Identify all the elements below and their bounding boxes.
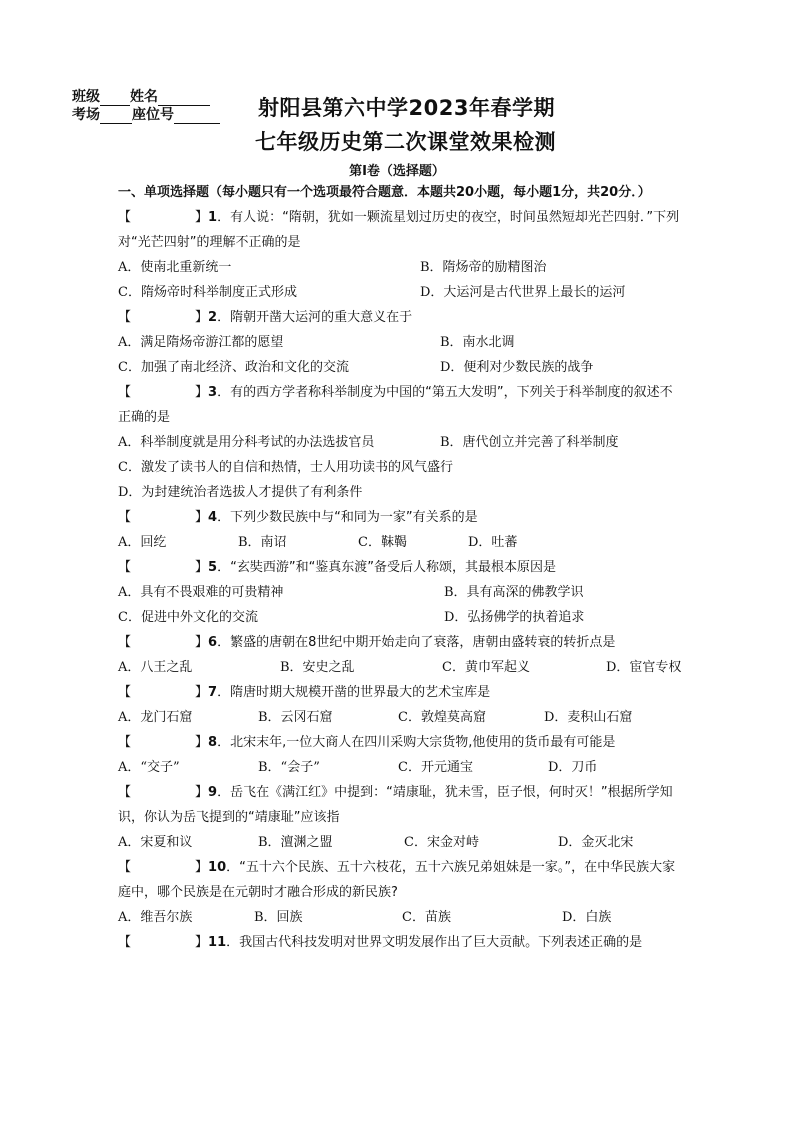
options-row (118, 705, 683, 730)
answer-bracket[interactable]: 【 】 (118, 635, 209, 650)
options-row (118, 580, 683, 605)
question-stem: “玄奘西游”和“鉴真东渡”备受后人称颂，其最根本原因是 (230, 560, 557, 575)
question-4: 【 】4．下列少数民族中与“和同为一家”有关系的是 (118, 510, 478, 525)
option-b[interactable]: B．云冈石窟 (258, 710, 333, 725)
answer-bracket[interactable]: 【 】 (118, 935, 209, 950)
option-b[interactable]: B．具有高深的佛教学识 (444, 585, 584, 600)
option-d[interactable]: D．吐蕃 (468, 535, 518, 550)
room-label: 考场 (72, 107, 100, 123)
option-b[interactable]: B．回族 (254, 910, 303, 925)
option-a[interactable]: A．科举制度就是用分科考试的办法选拔官员 (118, 435, 375, 450)
option-c[interactable]: C．宋金对峙 (404, 835, 479, 850)
option-d[interactable]: D．宦官专权 (606, 660, 682, 675)
question-5: 【 】5．“玄奘西游”和“鉴真东渡”备受后人称颂，其最根本原因是 (118, 560, 557, 575)
option-c[interactable]: C．加强了南北经济、政治和文化的交流 (118, 360, 349, 375)
question-11: 【 】11．我国古代科技发明对世界文明发展作出了巨大贡献。下列表述正确的是 (118, 935, 643, 950)
question-number: 6 (208, 635, 218, 650)
option-c[interactable]: C．隋炀帝时科举制度正式形成 (118, 285, 297, 300)
option-c[interactable]: C．促进中外文化的交流 (118, 610, 258, 625)
part-label: 第I卷（选择题） (349, 164, 445, 179)
option-b[interactable]: B．隋炀帝的励精图治 (420, 260, 547, 275)
question-1: 【 】1．有人说：“隋朝，犹如一颗流星划过历史的夜空，时间虽然短却光芒四射．”下列对“光芒四射”的理解不正确的是 (118, 210, 680, 250)
option-a[interactable]: A．龙门石窟 (118, 710, 193, 725)
answer-bracket[interactable]: 【 】 (118, 385, 209, 400)
section-title: 一、单项选择题（每小题只有一个选项最符合题意．本题共20小题，每小题1分，共20分．） (118, 185, 651, 200)
option-d[interactable]: D．大运河是古代世界上最长的运河 (420, 285, 626, 300)
options-row (118, 605, 683, 630)
question-number: 3 (208, 385, 218, 400)
option-d[interactable]: D．为封建统治者选拔人才提供了有利条件 (118, 485, 363, 500)
option-a[interactable]: A．使南北重新统一 (118, 260, 232, 275)
options-row (118, 330, 683, 355)
options-row (118, 530, 683, 555)
option-a[interactable]: A．“交子” (118, 760, 180, 775)
options-row (118, 280, 683, 305)
options-row (118, 455, 683, 480)
option-c[interactable]: C．黄巾军起义 (442, 660, 530, 675)
options-row (118, 430, 683, 455)
question-number: 4 (208, 510, 218, 525)
option-a[interactable]: A．宋夏和议 (118, 835, 193, 850)
option-c[interactable]: C．苗族 (402, 910, 451, 925)
exam-title-school: 射阳县第六中学2023年春学期 (258, 96, 555, 120)
class-label: 班级 (72, 89, 100, 105)
options-row (118, 905, 683, 930)
answer-bracket[interactable]: 【 】 (118, 560, 209, 575)
options-row (118, 255, 683, 280)
question-7: 【 】7．隋唐时期大规模开凿的世界最大的艺术宝库是 (118, 685, 491, 700)
option-b[interactable]: B．唐代创立并完善了科举制度 (440, 435, 619, 450)
question-stem: 隋唐时期大规模开凿的世界最大的艺术宝库是 (230, 685, 491, 700)
seat-label: 座位号 (132, 107, 174, 123)
question-number: 7 (208, 685, 218, 700)
exam-title-subject: 七年级历史第二次课堂效果检测 (255, 130, 556, 154)
name-label: 姓名 (130, 89, 158, 105)
answer-bracket[interactable]: 【 】 (118, 210, 209, 225)
class-blank[interactable] (100, 91, 130, 106)
option-c[interactable]: C．开元通宝 (398, 760, 473, 775)
options-row (118, 655, 683, 680)
options-row (118, 755, 683, 780)
room-seat-row (72, 106, 220, 124)
option-c[interactable]: C．敦煌莫高窟 (398, 710, 486, 725)
question-number: 5 (208, 560, 218, 575)
question-number: 10 (208, 860, 227, 875)
option-a[interactable]: A．八王之乱 (118, 660, 193, 675)
option-b[interactable]: B．南水北调 (440, 335, 515, 350)
answer-bracket[interactable]: 【 】 (118, 860, 209, 875)
question-number: 11 (208, 935, 227, 950)
options-row (118, 355, 683, 380)
option-b[interactable]: B．澶渊之盟 (258, 835, 333, 850)
option-d[interactable]: D．金灭北宋 (558, 835, 634, 850)
seat-blank[interactable] (174, 109, 220, 124)
question-stem: 有人说：“隋朝，犹如一颗流星划过历史的夜空，时间虽然短却光芒四射．”下列对“光芒四射”的理解不正确的是 (118, 210, 680, 250)
answer-bracket[interactable]: 【 】 (118, 310, 209, 325)
question-stem: 繁盛的唐朝在8世纪中期开始走向了衰落，唐朝由盛转衰的转折点是 (230, 635, 616, 650)
option-a[interactable]: A．满足隋炀帝游江都的愿望 (118, 335, 284, 350)
question-number: 8 (208, 735, 218, 750)
option-a[interactable]: A．具有不畏艰难的可贵精神 (118, 585, 284, 600)
option-c[interactable]: C．靺鞨 (358, 535, 407, 550)
class-name-row (72, 88, 220, 106)
options-row (118, 480, 683, 505)
question-stem: 有的西方学者称科举制度为中国的“第五大发明”，下列关于科举制度的叙述不正确的是 (118, 385, 673, 425)
question-stem: 下列少数民族中与“和同为一家”有关系的是 (230, 510, 478, 525)
name-blank[interactable] (158, 91, 210, 106)
option-d[interactable]: D．便利对少数民族的战争 (440, 360, 594, 375)
question-stem: 岳飞在《满江红》中提到：“靖康耻，犹未雪，臣子恨，何时灭！”根据所学知识，你认为岳飞提到的“靖康耻”应该指 (118, 785, 673, 825)
question-3: 【 】3．有的西方学者称科举制度为中国的“第五大发明”，下列关于科举制度的叙述不正确的是 (118, 385, 673, 425)
option-d[interactable]: D．麦积山石窟 (544, 710, 633, 725)
answer-bracket[interactable]: 【 】 (118, 785, 209, 800)
option-d[interactable]: D．白族 (562, 910, 612, 925)
question-list (118, 180, 683, 955)
question-10: 【 】10．“五十六个民族、五十六枝花，五十六族兄弟姐妹是一家。”，在中华民族大家庭中，哪个民族是在元朝时才融合形成的新民族? (118, 860, 676, 900)
question-stem: 隋朝开凿大运河的重大意义在于 (230, 310, 413, 325)
question-number: 2 (208, 310, 218, 325)
option-b[interactable]: B．安史之乱 (280, 660, 355, 675)
option-a[interactable]: A．维吾尔族 (118, 910, 193, 925)
question-number: 9 (208, 785, 218, 800)
question-number: 1 (208, 210, 218, 225)
answer-bracket[interactable]: 【 】 (118, 685, 209, 700)
room-blank[interactable] (100, 109, 132, 124)
question-8: 【 】8．北宋末年,一位大商人在四川采购大宗货物,他使用的货币最有可能是 (118, 735, 616, 750)
question-9: 【 】9．岳飞在《满江红》中提到：“靖康耻，犹未雪，臣子恨，何时灭！”根据所学知识，你认为岳飞提到的“靖康耻”应该指 (118, 785, 673, 825)
question-6: 【 】6．繁盛的唐朝在8世纪中期开始走向了衰落，唐朝由盛转衰的转折点是 (118, 635, 616, 650)
question-2: 【 】2．隋朝开凿大运河的重大意义在于 (118, 310, 413, 325)
options-row (118, 830, 683, 855)
answer-bracket[interactable]: 【 】 (118, 735, 209, 750)
option-a[interactable]: A．回纥 (118, 535, 167, 550)
option-d[interactable]: D．刀币 (548, 760, 598, 775)
question-stem: 我国古代科技发明对世界文明发展作出了巨大贡献。下列表述正确的是 (239, 935, 643, 950)
option-d[interactable]: D．弘扬佛学的执着追求 (444, 610, 585, 625)
question-stem: “五十六个民族、五十六枝花，五十六族兄弟姐妹是一家。”，在中华民族大家庭中，哪个民族是在元朝时才融合形成的新民族? (118, 860, 676, 900)
answer-bracket[interactable]: 【 】 (118, 510, 209, 525)
question-stem: 北宋末年,一位大商人在四川采购大宗货物,他使用的货币最有可能是 (230, 735, 616, 750)
option-b[interactable]: B．南诏 (238, 535, 287, 550)
option-b[interactable]: B．“会子” (258, 760, 320, 775)
option-c[interactable]: C．激发了读书人的自信和热情，士人用功读书的风气盛行 (118, 460, 453, 475)
student-info (72, 88, 220, 124)
